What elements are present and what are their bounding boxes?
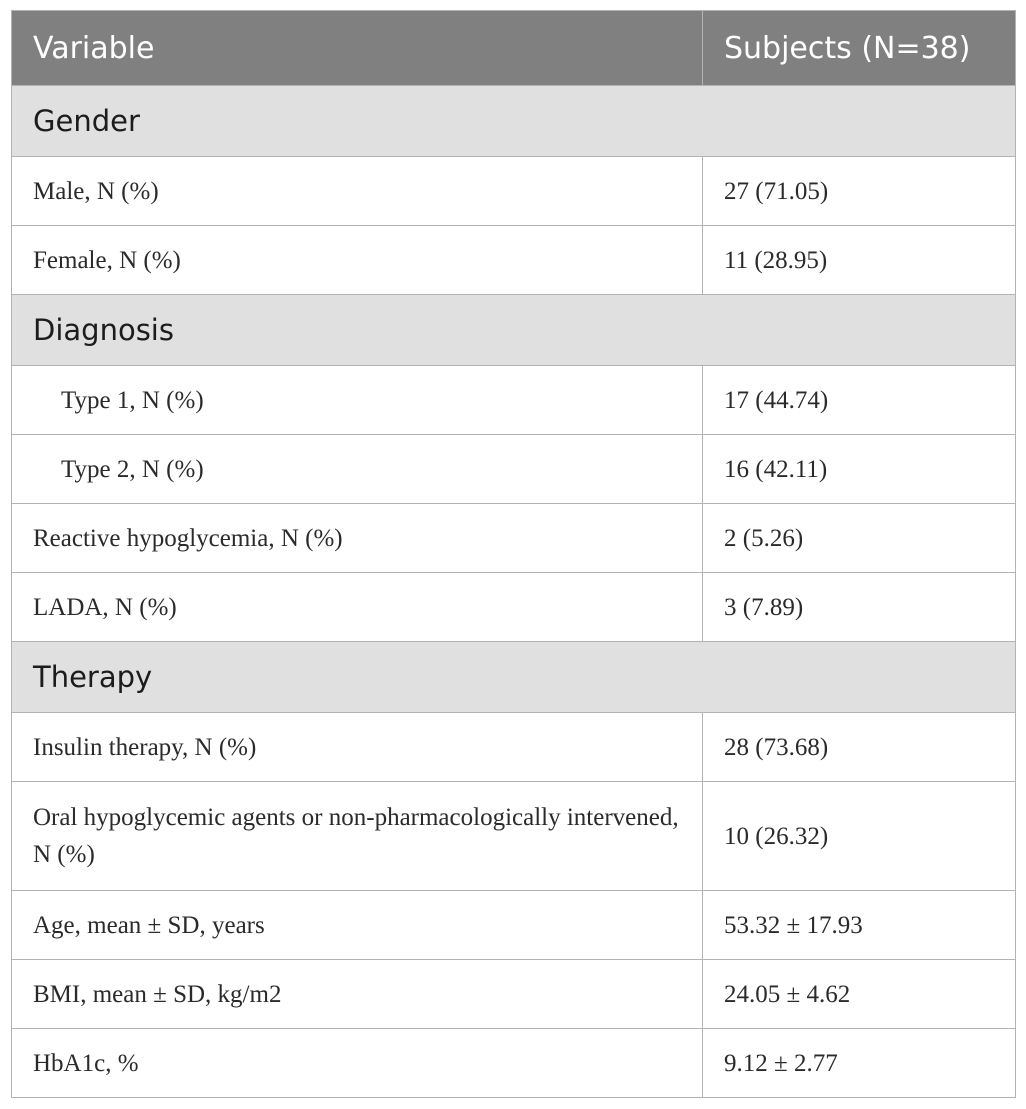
row-value: 3 (7.89): [703, 573, 1016, 642]
row-label: BMI, mean ± SD, kg/m2: [12, 960, 703, 1029]
table-row: [12, 782, 1016, 891]
demographics-table: [11, 10, 1016, 1098]
section-title: Gender: [12, 86, 1016, 157]
section-title: Therapy: [12, 642, 1016, 713]
section-title: Diagnosis: [12, 295, 1016, 366]
row-label: Oral hypoglycemic agents or non-pharmacologically intervened, N (%): [12, 782, 703, 891]
row-value: 16 (42.11): [703, 435, 1016, 504]
row-label: HbA1c, %: [12, 1029, 703, 1098]
table-row: [12, 366, 1016, 435]
section-row-therapy: [12, 642, 1016, 713]
section-row-gender: [12, 86, 1016, 157]
table-row: [12, 891, 1016, 960]
row-label: Female, N (%): [12, 226, 703, 295]
table-row: [12, 573, 1016, 642]
row-value: 2 (5.26): [703, 504, 1016, 573]
row-value: 10 (26.32): [703, 782, 1016, 891]
row-value: 11 (28.95): [703, 226, 1016, 295]
table-row: [12, 226, 1016, 295]
row-label: Male, N (%): [12, 157, 703, 226]
row-value: 27 (71.05): [703, 157, 1016, 226]
row-value: 17 (44.74): [703, 366, 1016, 435]
row-value: 9.12 ± 2.77: [703, 1029, 1016, 1098]
header-subjects: Subjects (N=38): [703, 11, 1016, 86]
table-row: [12, 960, 1016, 1029]
row-value: 24.05 ± 4.62: [703, 960, 1016, 1029]
row-label: Reactive hypoglycemia, N (%): [12, 504, 703, 573]
header-variable: Variable: [12, 11, 703, 86]
row-label: Type 1, N (%): [12, 366, 703, 435]
row-label: Insulin therapy, N (%): [12, 713, 703, 782]
table-row: [12, 435, 1016, 504]
table-row: [12, 504, 1016, 573]
table-row: [12, 713, 1016, 782]
row-label: Age, mean ± SD, years: [12, 891, 703, 960]
row-label: LADA, N (%): [12, 573, 703, 642]
header-row: [12, 11, 1016, 86]
table-row: [12, 1029, 1016, 1098]
row-value: 28 (73.68): [703, 713, 1016, 782]
table-row: [12, 157, 1016, 226]
section-row-diagnosis: [12, 295, 1016, 366]
row-value: 53.32 ± 17.93: [703, 891, 1016, 960]
row-label: Type 2, N (%): [12, 435, 703, 504]
